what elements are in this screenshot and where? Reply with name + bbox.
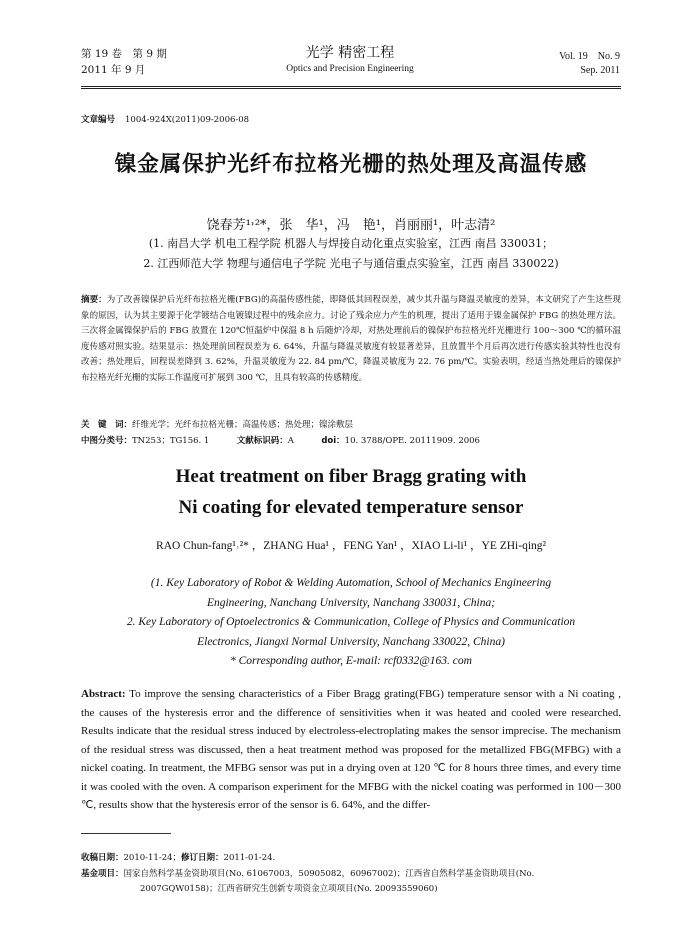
title-en-line-1: Heat treatment on fiber Bragg grating with <box>175 466 527 487</box>
keywords-cn <box>81 418 621 430</box>
header-volume-cn <box>81 46 167 78</box>
fund-label: 基金项目： <box>81 869 124 879</box>
affiliation-en-2b: Electronics, Jiangxi Normal University, Nanchang 330022, China) <box>197 635 505 648</box>
article-number <box>81 113 249 125</box>
doc-code-label: 文献标识码： <box>236 436 288 446</box>
classification-line <box>81 434 621 446</box>
article-number-value: 1004-924X(2011)09-2006-08 <box>125 115 250 125</box>
abstract-en-text: To improve the sensing characteristics of a Fiber Bragg grating(FBG) temperature sensor with a Ni coating , the causes of the hysteresis error and the difference of sensitivities when it was heated and cooled were researched. Results indicate that the residual stress induced by electroless-electroplating makes the sensor imprecise. The mechanism of the residual stress was discussed, then a heat treatment method was proposed for the metallized FBG(MFBG) with a nickel coating. In treatment, the MFBG sensor was put in a drying oven at 120 ℃ for 8 hours three times, and every time it was cooled with the oven. A comparison experiment for the MFBG with the nickel coating was performed in 100－300 ℃, results show that the hysteresis error of the sensor is 6. 64%, and the differ- <box>81 688 621 811</box>
footnote-rule <box>81 833 171 834</box>
affiliation-en-1b: Engineering, Nanchang University, Nanchang 330031, China; <box>206 596 496 609</box>
journal-name-en: Optics and Precision Engineering <box>286 64 414 74</box>
revised-date: 2011-01-24. <box>223 853 276 863</box>
doi-value: 10. 3788/OPE. 20111909. 2006 <box>344 436 480 446</box>
fund-line-2: 2007GQW0158)；江西省研究生创新专项资金立项项目(No. 20093559060) <box>140 884 438 894</box>
clc-label: 中图分类号： <box>81 436 133 446</box>
affiliation-cn-1: (1. 南昌大学 机电工程学院 机器人与焊接自动化重点实验室，江西 南昌 330031； <box>148 237 554 250</box>
doi-label: doi： <box>321 436 345 446</box>
corresponding-author: * Corresponding author, E-mail: rcf0332@163. com <box>230 655 472 667</box>
received-label: 收稿日期： <box>81 853 124 863</box>
keywords-cn-label: 关 键 词： <box>81 420 133 430</box>
header-rule-2 <box>81 88 621 89</box>
keywords-cn-text: 纤维光学；光纤布拉格光栅；高温传感；热处理；镍涂敷层 <box>132 420 354 430</box>
header-volume-en <box>559 50 620 78</box>
title-en-line-2: Ni coating for elevated temperature sensor <box>178 497 524 518</box>
footnote-dates <box>81 851 621 866</box>
revised-label: 修订日期： <box>181 853 224 863</box>
doc-code-value: A <box>287 436 294 446</box>
received-date: 2010-11-24； <box>123 853 182 863</box>
abstract-cn-text: 为了改善镍保护后光纤布拉格光栅(FBG)的高温传感性能，即降低其回程误差，减少其升温与降温灵敏度的差异，本文研究了产生这些现象的原因，认为其主要源于化学镀结合电镀镍过程中的残余应力。讨论了残余应力产生的机理，提出了适用于镍金属保护 FBG 的热处理方法。三次将金属镍保护后的 FBG 放置在 120℃恒温炉中保温 8 h 后随炉冷却，对热处理前后的镍保护布拉格光纤光栅进行 100～300 ℃的循环温度传感对照实验。结果显示：热处理前回程误差为 6. 64%，升温与降温灵敏度有较显著差异，且放置半个月后再次进行传感实验其特性也没有改善；热处理后，回程误差降到 3. 62%，升温灵敏度为 22. 84 pm/℃，降温灵敏度为 22. 76 pm/℃。实验表明，经适当热处理后的镍保护布拉格光纤光栅的实际工作温度可扩展到 300 ℃，且具有较高的传感精度。 <box>81 295 621 383</box>
abstract-cn-label: 摘要： <box>81 295 107 305</box>
header-volume-issue-en: Vol. 19 No. 9 <box>559 51 620 62</box>
affiliation-en-1: (1. Key Laboratory of Robot & Welding Automation, School of Mechanics Engineering <box>150 577 552 589</box>
authors-cn: 饶春芳¹˒²*，张 华¹，冯 艳¹，肖丽丽¹，叶志清² <box>206 218 496 233</box>
footnote-fund <box>81 867 621 882</box>
title-en <box>81 461 621 523</box>
abstract-en <box>81 685 621 815</box>
authors-en: RAO Chun-fang¹˒²* ，ZHANG Hua¹ ，FENG Yan¹ ，XIAO Li-li¹ ，YE ZHi-qing² <box>156 540 546 552</box>
affiliations-en <box>81 574 621 672</box>
affiliation-en-2: 2. Key Laboratory of Optoelectronics & Communication, College of Physics and Communication <box>126 616 576 628</box>
footnote-fund-2 <box>81 882 680 897</box>
title-cn: 镍金属保护光纤布拉格光栅的热处理及高温传感 <box>114 152 588 177</box>
journal-name-cn: 光学 精密工程 <box>305 45 395 61</box>
abstract-en-label: Abstract: <box>81 688 126 700</box>
clc-value: TN253；TG156. 1 <box>132 436 210 446</box>
header-date-cn: 2011 年 9 月 <box>81 64 146 76</box>
header-journal <box>250 44 450 76</box>
header-rule <box>81 86 621 87</box>
header-date-en: Sep. 2011 <box>580 65 620 76</box>
affiliation-cn-2: 2. 江西师范大学 物理与通信电子学院 光电子与通信重点实验室，江西 南昌 330022) <box>143 257 559 270</box>
fund-line-1: 国家自然科学基金资助项目(No. 61067003，50905082，60967002)；江西省自然科学基金资助项目(No. <box>123 869 535 879</box>
article-number-label: 文章编号 <box>81 115 116 125</box>
abstract-cn <box>81 293 621 386</box>
header-volume-issue-cn: 第 19 卷 第 9 期 <box>81 48 167 60</box>
